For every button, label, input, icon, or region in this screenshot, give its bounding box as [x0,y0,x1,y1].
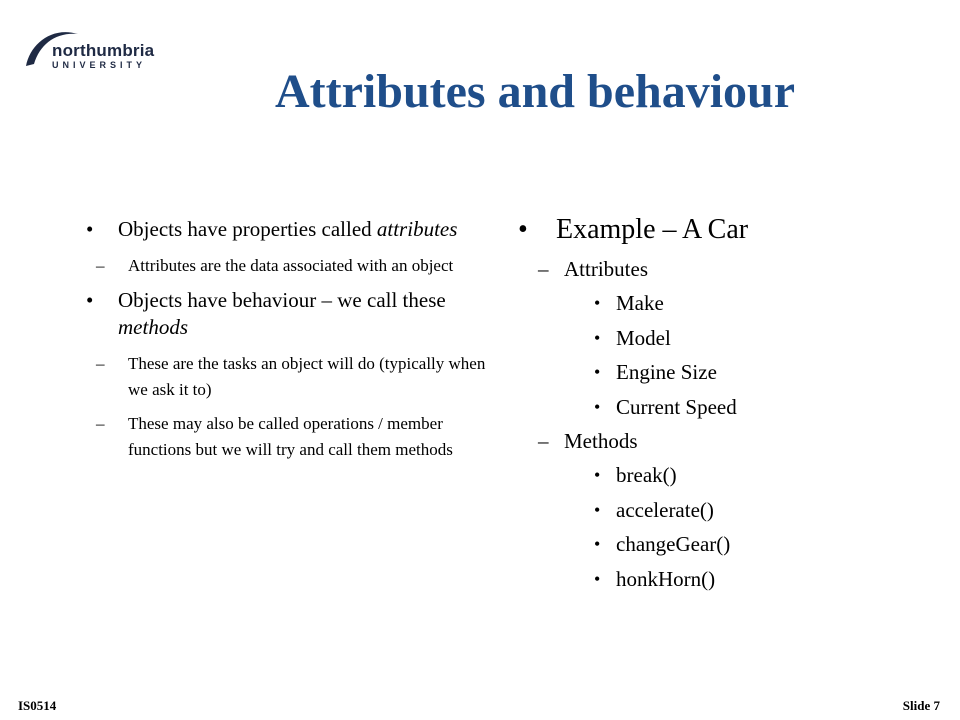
attributes-group [538,252,918,286]
list-item [86,287,486,341]
attribute-item: Engine Size [616,360,717,384]
dash-icon: – [538,429,549,453]
sub-list-item [96,351,486,403]
method-item: accelerate() [616,497,714,522]
method-item: break() [616,463,677,487]
dash-icon: – [96,414,105,433]
list-item [594,493,918,528]
logo-brand: northumbria [52,41,155,60]
bullet-icon: • [594,362,601,382]
bullet-icon: • [594,568,601,589]
sub-item-text: These may also be called operations / member functions but we will try and call them methods [128,414,453,459]
list-item [594,390,918,425]
sub-item-text: These are the tasks an object will do (typically when we ask it to) [128,354,486,399]
list-item [594,458,918,493]
bullet-icon: • [594,293,601,313]
left-bullet-list [86,216,486,471]
list-item [594,286,918,321]
methods-group [538,424,918,458]
item-emphasis: attributes [376,217,458,241]
logo-subtitle: UNIVERSITY [52,60,147,70]
bullet-icon: • [594,499,601,520]
slide-number: Slide 7 [902,698,940,713]
bullet-icon: • [594,465,601,485]
item-emphasis: methods [118,315,188,339]
list-item [86,216,486,243]
right-bullet-list [518,212,918,596]
dash-icon: – [96,256,105,275]
sub-item-text: Attributes are the data associated with an object [128,256,454,275]
list-item [594,321,918,356]
dash-icon: – [538,257,549,281]
dash-icon: – [96,354,105,373]
course-code: IS0514 [18,698,57,713]
university-logo [22,20,172,72]
method-item: changeGear() [616,532,731,556]
list-item [594,355,918,390]
bullet-icon: • [594,396,601,417]
example-heading: Example – A Car [556,214,749,245]
slide-title: Attributes and behaviour [274,65,796,118]
list-item [594,562,918,597]
sub-list-item [96,411,486,463]
bullet-icon: • [518,214,528,245]
example-heading-item [518,212,918,248]
list-item [594,527,918,562]
bullet-icon: • [594,327,601,348]
item-text: Objects have behaviour – we call these [118,288,446,312]
attribute-item: Model [616,325,671,350]
bullet-icon: • [594,534,601,554]
sub-list-item [96,253,486,279]
bullet-icon: • [86,217,94,241]
item-text: Objects have properties called [118,217,377,241]
attributes-label: Attributes [564,257,648,281]
attribute-item: Current Speed [616,394,737,419]
method-item: honkHorn() [616,566,716,591]
attribute-item: Make [616,291,664,315]
methods-label: Methods [564,429,638,453]
bullet-icon: • [86,288,94,312]
